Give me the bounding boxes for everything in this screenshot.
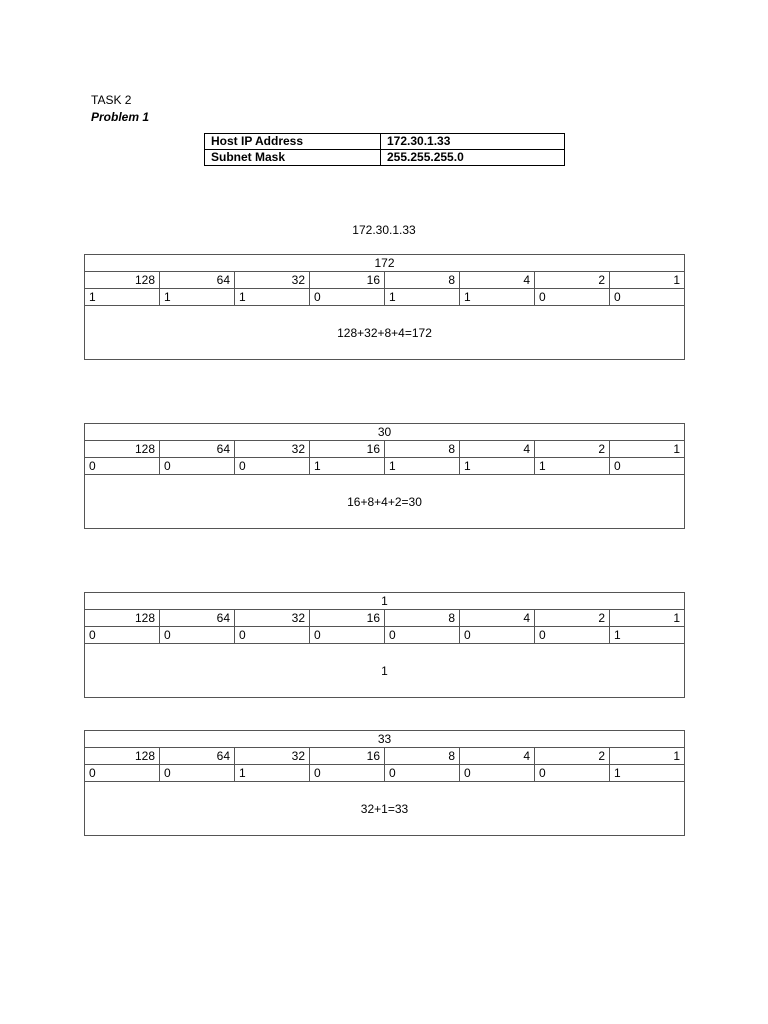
- bit-weight-cell: 1: [610, 272, 685, 289]
- binary-bit-cell: 0: [460, 627, 535, 644]
- subnet-mask-row: [205, 150, 565, 166]
- host-info-table: [204, 133, 565, 166]
- host-ip-value: 172.30.1.33: [381, 134, 565, 150]
- bit-weight-cell: 4: [460, 748, 535, 765]
- bit-weight-cell: 16: [310, 748, 385, 765]
- bit-weight-cell: 128: [85, 748, 160, 765]
- binary-bit-cell: 1: [160, 289, 235, 306]
- bit-weight-cell: 16: [310, 272, 385, 289]
- binary-bit-cell: 0: [385, 765, 460, 782]
- octet-calculation: 128+32+8+4=172: [85, 306, 685, 360]
- bit-weight-cell: 2: [535, 610, 610, 627]
- binary-bit-cell: 0: [85, 627, 160, 644]
- binary-bit-cell: 1: [385, 458, 460, 475]
- octet-calculation: 16+8+4+2=30: [85, 475, 685, 529]
- octet-table: [84, 592, 685, 698]
- bit-weight-cell: 16: [310, 610, 385, 627]
- bit-weight-cell: 64: [160, 610, 235, 627]
- binary-bit-cell: 0: [235, 458, 310, 475]
- host-ip-label: Host IP Address: [205, 134, 381, 150]
- binary-bit-cell: 1: [535, 458, 610, 475]
- binary-bit-cell: 1: [610, 627, 685, 644]
- bit-weight-cell: 64: [160, 272, 235, 289]
- bit-weight-cell: 64: [160, 748, 235, 765]
- binary-bit-cell: 0: [85, 765, 160, 782]
- problem-label: Problem 1: [91, 110, 150, 124]
- host-ip-row: [205, 134, 565, 150]
- binary-bit-cell: 1: [460, 289, 535, 306]
- bit-weight-cell: 2: [535, 272, 610, 289]
- octet-calculation: 1: [85, 644, 685, 698]
- octet-table: [84, 423, 685, 529]
- bit-weight-cell: 8: [385, 610, 460, 627]
- bit-weight-cell: 4: [460, 272, 535, 289]
- bit-weight-cell: 64: [160, 441, 235, 458]
- task-label: TASK 2: [91, 93, 132, 107]
- subnet-mask-value: 255.255.255.0: [381, 150, 565, 166]
- binary-bit-cell: 0: [310, 627, 385, 644]
- binary-bit-cell: 1: [385, 289, 460, 306]
- bit-weight-cell: 1: [610, 610, 685, 627]
- bit-weight-cell: 128: [85, 272, 160, 289]
- octet-decimal-value: 172: [85, 255, 685, 272]
- octet-calculation: 32+1=33: [85, 782, 685, 836]
- binary-bit-cell: 0: [160, 627, 235, 644]
- binary-bit-cell: 0: [310, 765, 385, 782]
- bit-weight-cell: 8: [385, 748, 460, 765]
- octet-decimal-value: 33: [85, 731, 685, 748]
- binary-bit-cell: 0: [235, 627, 310, 644]
- bit-weight-cell: 32: [235, 610, 310, 627]
- binary-bit-cell: 1: [460, 458, 535, 475]
- bit-weight-cell: 8: [385, 272, 460, 289]
- binary-bit-cell: 0: [385, 627, 460, 644]
- binary-bit-cell: 0: [535, 289, 610, 306]
- binary-bit-cell: 1: [85, 289, 160, 306]
- binary-bit-cell: 0: [160, 765, 235, 782]
- octet-table: [84, 254, 685, 360]
- bit-weight-cell: 32: [235, 748, 310, 765]
- ip-address-heading: 172.30.1.33: [352, 223, 416, 237]
- bit-weight-cell: 32: [235, 441, 310, 458]
- bit-weight-cell: 128: [85, 610, 160, 627]
- bit-weight-cell: 32: [235, 272, 310, 289]
- binary-bit-cell: 1: [235, 289, 310, 306]
- bit-weight-cell: 4: [460, 441, 535, 458]
- binary-bit-cell: 0: [460, 765, 535, 782]
- bit-weight-cell: 8: [385, 441, 460, 458]
- binary-bit-cell: 0: [535, 765, 610, 782]
- binary-bit-cell: 1: [310, 458, 385, 475]
- bit-weight-cell: 16: [310, 441, 385, 458]
- bit-weight-cell: 1: [610, 441, 685, 458]
- binary-bit-cell: 0: [535, 627, 610, 644]
- bit-weight-cell: 1: [610, 748, 685, 765]
- bit-weight-cell: 4: [460, 610, 535, 627]
- binary-bit-cell: 0: [610, 289, 685, 306]
- binary-bit-cell: 0: [310, 289, 385, 306]
- binary-bit-cell: 0: [85, 458, 160, 475]
- binary-bit-cell: 0: [160, 458, 235, 475]
- octet-decimal-value: 1: [85, 593, 685, 610]
- subnet-mask-label: Subnet Mask: [205, 150, 381, 166]
- binary-bit-cell: 1: [610, 765, 685, 782]
- binary-bit-cell: 0: [610, 458, 685, 475]
- binary-bit-cell: 1: [235, 765, 310, 782]
- bit-weight-cell: 128: [85, 441, 160, 458]
- bit-weight-cell: 2: [535, 441, 610, 458]
- octet-decimal-value: 30: [85, 424, 685, 441]
- bit-weight-cell: 2: [535, 748, 610, 765]
- octet-table: [84, 730, 685, 836]
